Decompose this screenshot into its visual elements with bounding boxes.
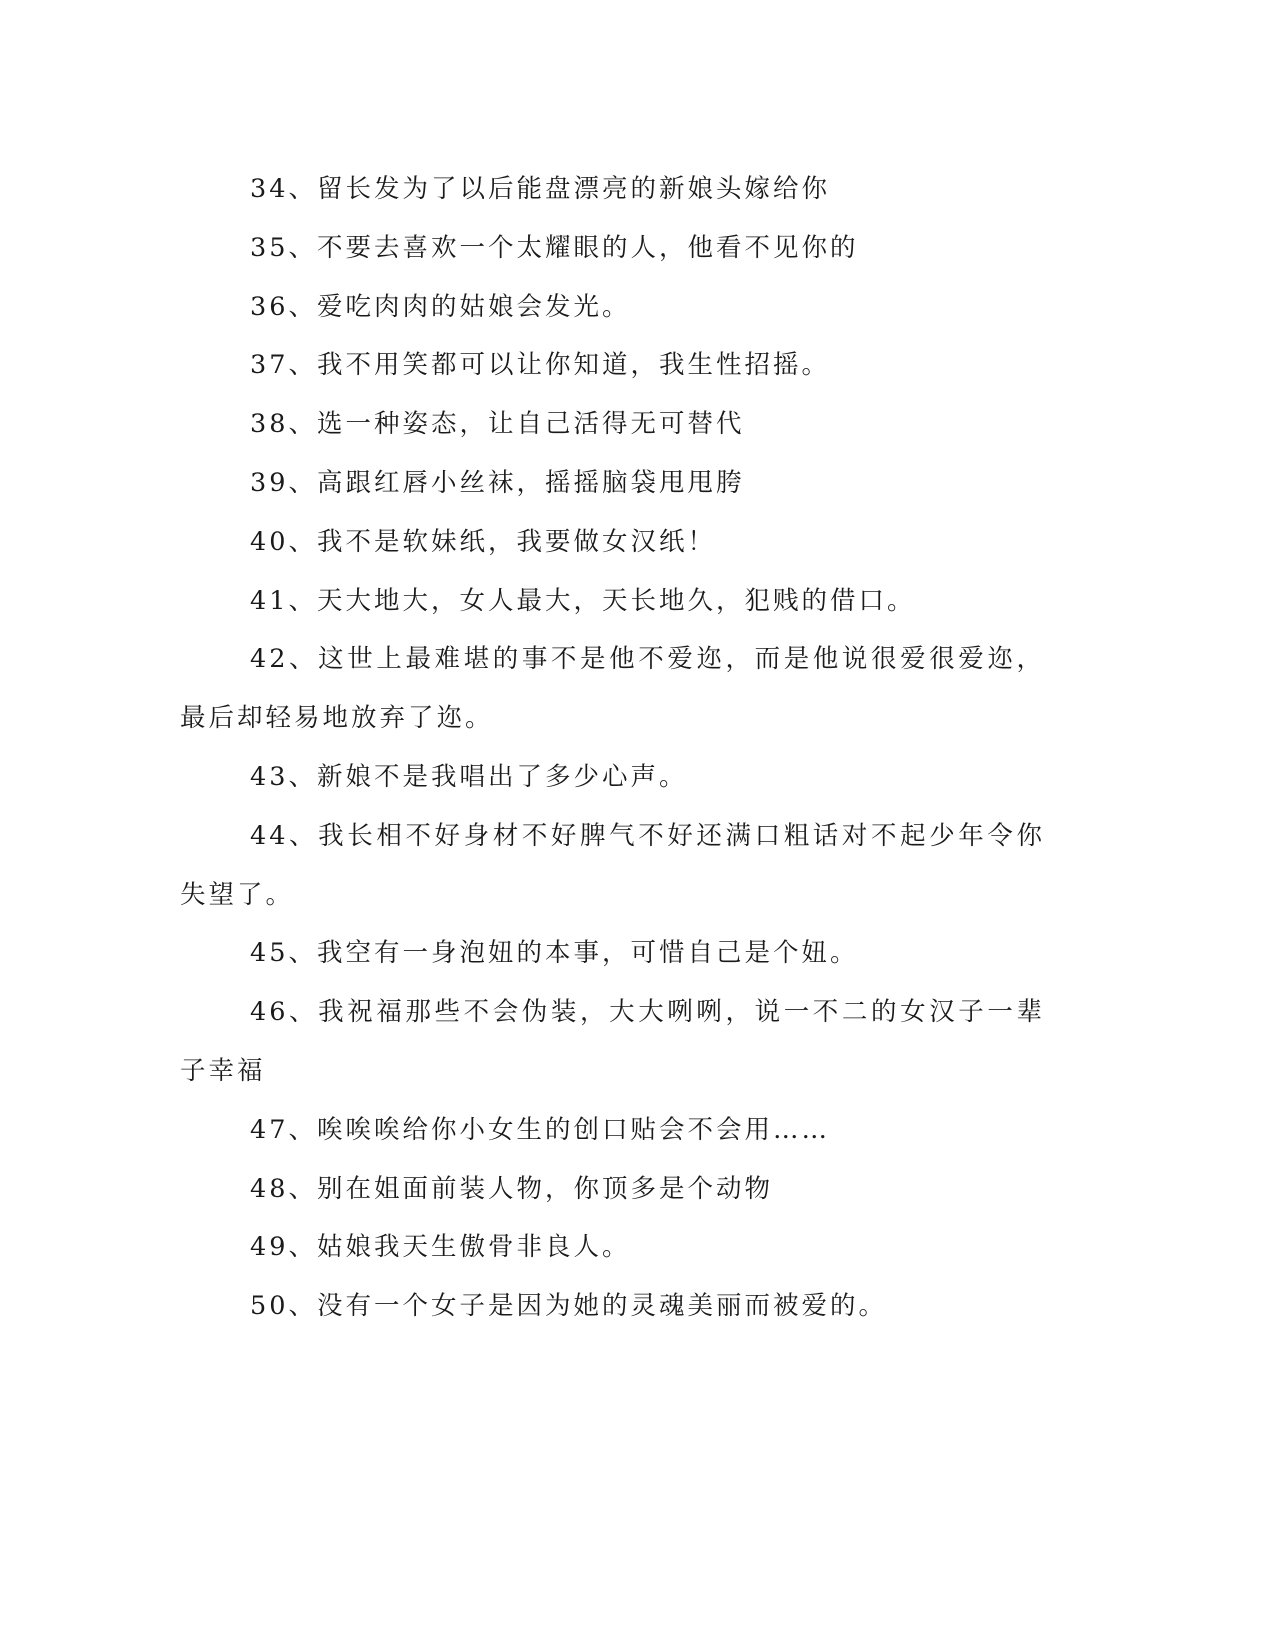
list-item-39: 39、高跟红唇小丝袜，摇摇脑袋甩甩胯 — [250, 467, 745, 498]
list-item-43: 43、新娘不是我唱出了多少心声。 — [250, 761, 688, 792]
list-item-38: 38、选一种姿态，让自己活得无可替代 — [250, 409, 745, 440]
list-item-41: 41、天大地大，女人最大，天长地久，犯贱的借口。 — [250, 585, 916, 616]
list-item-44: 44、我长相不好身材不好脾气不好还满口粗话对不起少年令你失望了。 — [180, 820, 1045, 910]
list-item-49: 49、姑娘我天生傲骨非良人。 — [250, 1232, 631, 1263]
list-item-36: 36、爱吃肉肉的姑娘会发光。 — [250, 291, 631, 322]
list-item-42: 42、这世上最难堪的事不是他不爱迩，而是他说很爱很爱迩，最后却轻易地放弃了迩。 — [180, 644, 1045, 734]
list-item-46: 46、我祝福那些不会伪装，大大咧咧，说一不二的女汉子一辈子幸福 — [180, 997, 1045, 1086]
list-item-50: 50、没有一个女子是因为她的灵魂美丽而被爱的。 — [250, 1291, 887, 1322]
list-item-47: 47、唉唉唉给你小女生的创口贴会不会用…… — [250, 1114, 830, 1145]
list-item-48: 48、别在姐面前装人物，你顶多是个动物 — [250, 1173, 773, 1204]
list-item-34: 34、留长发为了以后能盘漂亮的新娘头嫁给你 — [250, 174, 830, 204]
list-item-45: 45、我空有一身泡妞的本事，可惜自己是个妞。 — [250, 938, 859, 969]
list-item-40: 40、我不是软妹纸，我要做女汉纸！ — [250, 526, 716, 557]
list-item-37: 37、我不用笑都可以让你知道，我生性招摇。 — [250, 350, 830, 381]
document-body — [180, 160, 1045, 1336]
list-item-35: 35、不要去喜欢一个太耀眼的人，他看不见你的 — [250, 232, 859, 263]
